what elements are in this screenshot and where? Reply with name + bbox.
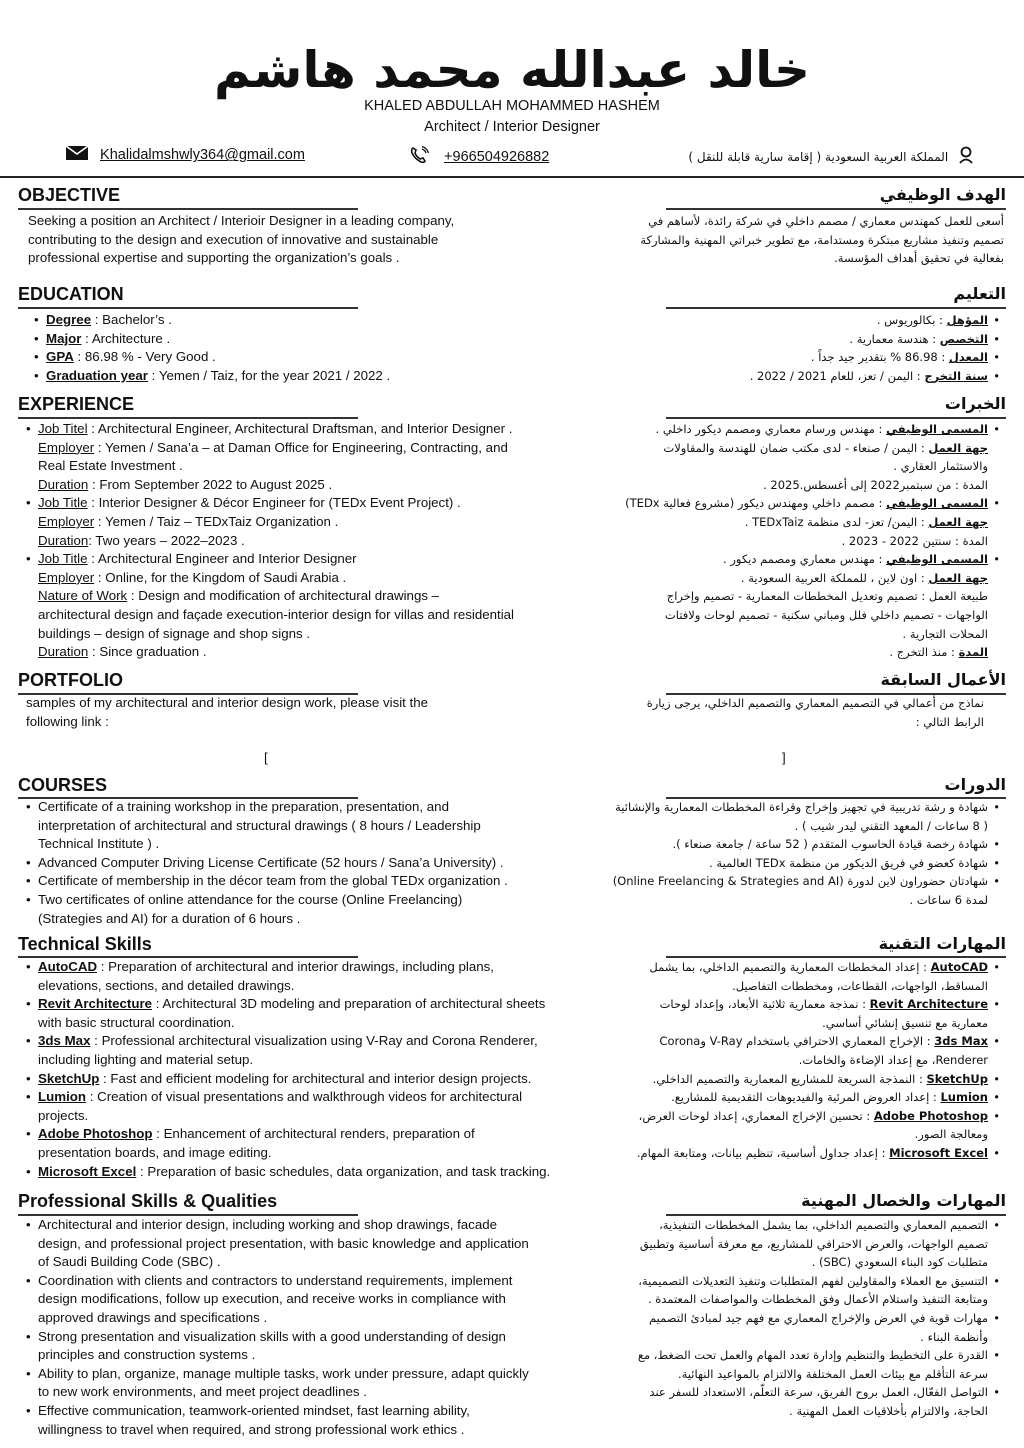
objective-rule <box>18 208 358 210</box>
item-key: AutoCAD <box>38 959 98 974</box>
item-text: : إعداد جداول أساسية، تنظيم بيانات، ومتابعة المهام. <box>636 1145 890 1160</box>
item-text: willingness to travel when required, and strong professional work ethics . <box>38 1421 465 1437</box>
list-item <box>602 606 1002 625</box>
list-item <box>24 1235 584 1254</box>
item-key: Adobe Photoshop <box>873 1108 988 1123</box>
item-text: buildings – design of signage and shop signs . <box>38 625 311 641</box>
item-text: to new work environments, and meet project deadlines . <box>38 1384 367 1400</box>
item-text: : اليمن / صنعاء - لدى مكتب ضمان للهندسة والمقاولات <box>663 440 929 455</box>
header-divider <box>0 176 1024 178</box>
courses-list <box>24 798 584 928</box>
item-text: principles and construction systems . <box>38 1347 256 1363</box>
item-text: المحلات التجارية . <box>902 626 988 641</box>
item-text: elevations, sections, and detailed drawings. <box>38 977 295 993</box>
portfolio-line-ar: نماذج من أعمالي في التصميم المعماري والتصميم الداخلي، يرجى زيارة <box>646 696 984 710</box>
item-text: : اليمن/ تعز- لدى منظمة TEDxTaiz . <box>744 514 929 529</box>
portfolio-line-ar: الرابط التالي : <box>915 714 984 729</box>
list-item <box>24 625 584 644</box>
item-text: المدة : سنتين 2022 - 2023 . <box>841 533 988 548</box>
item-text: Two certificates of online attendance for the course (Online Freelancing) <box>38 891 463 907</box>
item-key: 3ds Max <box>934 1034 988 1049</box>
list-item <box>24 1383 584 1402</box>
education-list-ar <box>602 311 1002 385</box>
item-text: شهادة كعضو في فريق الديكور من منظمة TEDx العالمية . <box>709 855 988 870</box>
item-text: : مهندس ورسام معماري ومصمم ديكور داخلي . <box>655 422 887 436</box>
list-item <box>602 1383 1002 1402</box>
portfolio-title: PORTFOLIO <box>18 670 123 690</box>
item-text: Renderer، مع إعداد الإضاءة والخامات. <box>798 1052 988 1067</box>
list-item <box>602 1032 1002 1051</box>
item-key: Revit Architecture <box>38 996 153 1012</box>
list-item <box>24 1253 584 1272</box>
item-key: Duration <box>38 532 89 548</box>
item-key: Employer <box>38 569 95 585</box>
location-text: المملكة العربية السعودية ( إقامة سارية قابلة للنقل ) <box>688 150 949 164</box>
list-item <box>24 1272 584 1291</box>
portfolio-link-ar[interactable]: ] <box>782 750 786 765</box>
list-item <box>24 1032 584 1051</box>
item-key: Job Title <box>38 495 88 511</box>
objective-rule-ar <box>666 208 1006 210</box>
item-key: جهة العمل <box>928 514 988 529</box>
item-text: التواصل الفعّال، العمل بروح الفريق، سرعة التعلّم، الاستعداد للسفر عند <box>649 1385 988 1400</box>
item-text: : منذ التخرج . <box>889 645 959 660</box>
item-text: : Architectural 3D modeling and preparation of architectural sheets <box>152 996 546 1012</box>
list-item <box>24 1051 584 1070</box>
list-item <box>602 1125 1002 1144</box>
list-item <box>24 977 584 996</box>
list-item <box>24 420 584 439</box>
item-text: : Creation of visual presentations and walkthrough videos for architectural <box>86 1089 523 1105</box>
list-item <box>602 1365 1002 1384</box>
list-item <box>602 1235 1002 1254</box>
item-text: : Preparation of architectural and interior drawings, including plans, <box>97 959 495 974</box>
item-text: design modifications, follow up execution, and receive works in compliance with <box>38 1291 506 1307</box>
job-title: Architect / Interior Designer <box>424 119 600 135</box>
item-key: Duration <box>38 476 89 492</box>
item-text: Advanced Computer Driving License Certificate (52 hours / Sana’a University) . <box>38 854 504 870</box>
name-arabic: خالد عبدالله محمد هاشم <box>214 41 810 99</box>
item-key: المسمى الوظيفي <box>886 552 988 567</box>
item-key: Lumion <box>38 1089 87 1105</box>
professional-title: Professional Skills & Qualities <box>18 1191 278 1211</box>
item-text: : Two years – 2022–2023 . <box>88 532 245 548</box>
item-text: presentation boards, and image editing. <box>38 1144 272 1160</box>
item-text: : Preparation of basic schedules, data organization, and task tracking. <box>136 1163 551 1179</box>
objective-line-ar: أسعى للعمل كمهندس معماري / مصمم داخلي في شركة رائدة، لأساهم في <box>648 214 1004 228</box>
professional-list <box>24 1216 584 1439</box>
objective-line: contributing to the design and execution of innovative and sustainable <box>28 231 439 247</box>
technical-list <box>24 958 584 1181</box>
item-key: Microsoft Excel <box>38 1163 137 1179</box>
objective-line: Seeking a position an Architect / Interioir Designer in a leading company, <box>28 213 455 228</box>
envelope-icon <box>66 146 88 165</box>
list-item <box>602 1328 1002 1347</box>
list-item <box>602 643 1002 662</box>
list-item <box>602 1290 1002 1309</box>
list-item <box>602 854 1002 873</box>
item-text: of Saudi Building Code (SBC) . <box>38 1254 221 1270</box>
list-item <box>24 1328 584 1347</box>
portfolio-line: following link : <box>26 713 109 729</box>
list-item <box>24 439 584 458</box>
item-text: المدة : من سبتمبر2022 إلى أغسطس.2025 . <box>763 477 988 492</box>
item-text: متطلبات كود البناء السعودي (SBC) . <box>811 1255 988 1270</box>
list-item <box>24 1421 584 1440</box>
item-key: AutoCAD <box>930 960 988 974</box>
list-item <box>24 1309 584 1328</box>
list-item <box>602 457 1002 476</box>
item-text: مهارات قوية في العرض والإخراج المعماري مع فهم جيد لمبادئ التصميم <box>649 1310 988 1325</box>
item-text: design, and professional project presentation, with basic knowledge and application <box>38 1235 529 1251</box>
objective-line: professional expertise and supporting the organization’s goals . <box>28 250 400 266</box>
item-text: Certificate of a training workshop in the preparation, presentation, and <box>38 799 449 814</box>
item-text: : إعداد العروض المرئية والفيديوهات التقديمية للمشاريع. <box>671 1090 941 1105</box>
list-item <box>602 532 1002 551</box>
list-item <box>24 1290 584 1309</box>
experience-rule-ar <box>666 417 1006 419</box>
objective-title-ar: الهدف الوظيفي <box>879 185 1006 204</box>
courses-title: COURSES <box>18 775 108 795</box>
list-item <box>602 625 1002 644</box>
item-text: : مصمم داخلي ومهندس ديكور (مشروع فعالية TEDx) <box>625 496 887 511</box>
list-item <box>602 1070 1002 1089</box>
item-text: Certificate of membership in the décor team from the global TEDx organization . <box>38 873 508 889</box>
list-item <box>602 1051 1002 1070</box>
item-text: شهادة رخصة قيادة الحاسوب المتقدم ( 52 ساعة / جامعة صنعاء ). <box>672 837 988 852</box>
item-key: المسمى الوظيفي <box>886 422 988 436</box>
list-item: • التخصص : هندسة معمارية . <box>602 330 1002 349</box>
experience-list <box>24 420 584 662</box>
education-list <box>32 311 592 385</box>
list-item <box>602 1144 1002 1163</box>
objective-text-ar <box>564 212 1004 268</box>
list-item <box>602 1272 1002 1291</box>
item-key: Job Title <box>38 551 88 567</box>
list-item <box>24 995 584 1014</box>
portfolio-text-ar <box>564 694 984 731</box>
list-item <box>24 1365 584 1384</box>
list-item <box>24 872 584 891</box>
list-item: • سنة التخرج : اليمن / تعز، للعام 2021 / 2022 . <box>602 367 1002 386</box>
list-item <box>24 1107 584 1126</box>
list-item <box>602 1346 1002 1365</box>
item-key: المدة <box>958 645 988 660</box>
list-item <box>602 977 1002 996</box>
list-item: • المعدل : 86.98 % بتقدير جيد جداً . <box>602 348 1002 367</box>
item-text: : Design and modification of architectural drawings – <box>127 588 440 604</box>
list-item: • المؤهل : بكالوريوس . <box>602 311 1002 330</box>
item-text: شهادتان حضوراون لاين لدورة (Online Freelancing & Strategies and AI) <box>612 874 988 889</box>
education-rule-ar <box>666 307 1006 309</box>
item-text: interpretation of architectural and structural drawings ( 8 hours / Leadership <box>38 817 481 833</box>
item-text: : اون لاين ، للمملكة العربية السعودية . <box>740 570 929 585</box>
item-text: : Yemen / Sana’a – at Daman Office for Engineering, Contracting, and <box>94 439 508 455</box>
item-text: لمدة 6 ساعات . <box>909 892 988 907</box>
portfolio-title-ar: الأعمال السابقة <box>880 670 1006 689</box>
item-text: تصميم الواجهات، والعرض الاحترافي للمشاريع، مع معرفة أساسية وتطبيق <box>639 1236 988 1251</box>
item-text: الواجهات - تصميم داخلي فلل ومباني سكنية - تصميم لوحات ولافتات <box>664 607 988 622</box>
item-text: (Strategies and AI) for a duration of 6 hours . <box>38 910 301 926</box>
email-link[interactable]: Khalidalmshwly364@gmail.com <box>100 147 305 164</box>
item-text: : Since graduation . <box>88 644 207 660</box>
item-text: الحاجة، والالتزام بأخلاقيات العمل المهنية . <box>789 1403 988 1418</box>
list-item <box>24 958 584 977</box>
list-item <box>24 513 584 532</box>
list-item <box>602 439 1002 458</box>
item-key: 3ds Max <box>38 1033 91 1049</box>
list-item <box>24 1402 584 1421</box>
location-pin-icon <box>958 146 974 169</box>
item-key: Nature of Work <box>38 588 128 604</box>
list-item <box>602 1402 1002 1421</box>
list-item <box>24 1144 584 1163</box>
list-item <box>602 494 1002 513</box>
list-item <box>24 1014 584 1033</box>
list-item <box>24 1216 584 1235</box>
item-text: سرعة التأقلم مع بيئات العمل المختلفة والالتزام بالمواعيد النهائية. <box>677 1366 988 1381</box>
item-text: شهادة و رشة تدريبية في تجهيز وإخراج وقراءة المخططات المعمارية والإنشائية <box>615 800 988 814</box>
list-item <box>602 891 1002 910</box>
phone-link[interactable]: +966504926882 <box>444 149 550 166</box>
item-text: : Architectural Engineer and Interior Designer <box>87 551 357 567</box>
list-item <box>24 643 584 662</box>
list-item <box>602 569 1002 588</box>
item-text: ومتابعة التنفيذ واستلام الأعمال وفق المخططات والمواصفات المعتمدة . <box>647 1292 988 1307</box>
item-text: ومعالجة الصور. <box>914 1127 988 1142</box>
list-item: • Graduation year : Yemen / Taiz, for the year 2021 / 2022 . <box>32 367 592 386</box>
list-item <box>602 872 1002 891</box>
item-text: including lighting and material setup. <box>38 1051 254 1067</box>
item-text: التصميم المعماري والتصميم الداخلي، بما يشمل المخططات التنفيذية، <box>659 1218 988 1232</box>
item-key: Microsoft Excel <box>889 1145 988 1160</box>
item-key: Employer <box>38 513 95 529</box>
phone-icon <box>410 146 430 169</box>
item-key: Revit Architecture <box>869 997 988 1012</box>
list-item <box>602 1014 1002 1033</box>
list-item <box>602 1253 1002 1272</box>
professional-title-ar: المهارات والخصال المهنية <box>801 1191 1006 1210</box>
list-item <box>24 817 584 836</box>
list-item <box>602 995 1002 1014</box>
item-text: : Enhancement of architectural renders, preparation of <box>152 1126 475 1142</box>
item-text: : Yemen / Taiz – TEDxTaiz Organization . <box>94 513 339 529</box>
item-text: projects. <box>38 1107 89 1123</box>
list-item <box>24 606 584 625</box>
item-text: : نمذجة معمارية ثلاثية الأبعاد، وإعداد لوحات <box>659 997 870 1012</box>
courses-title-ar: الدورات <box>944 775 1006 794</box>
phone-contact <box>410 146 549 169</box>
item-key: Duration <box>38 644 89 660</box>
education-title: EDUCATION <box>18 284 124 304</box>
item-text: : إعداد المخططات المعمارية والتصميم الداخلي، بما يشمل <box>649 960 931 974</box>
item-text: التنسيق مع العملاء والمقاولين لفهم المتطلبات وتنفيذ التعديلات التصميمية، <box>638 1273 988 1288</box>
experience-title: EXPERIENCE <box>18 394 135 414</box>
item-text: ( 8 ساعات / المعهد التقني ليدر شيب ) . <box>794 818 988 833</box>
list-item: • Degree : Bachelor’s . <box>32 311 592 330</box>
item-text: : مهندس معماري ومصمم ديكور . <box>723 552 887 567</box>
item-text: : تحسين الإخراج المعماري، إعداد لوحات العرض، <box>638 1108 874 1123</box>
item-text: طبيعة العمل : تصميم وتعديل المخططات المعمارية - تصميم وإخراج <box>666 589 988 604</box>
list-item <box>602 1309 1002 1328</box>
objective-line-ar: بفعالية في تحقيق أهداف المؤسسة. <box>834 251 1004 266</box>
experience-title-ar: الخبرات <box>944 394 1006 413</box>
item-text: : Interior Designer & Décor Engineer for (TEDx Event Project) . <box>87 495 461 511</box>
list-item <box>602 798 1002 817</box>
item-text: : Professional architectural visualization using V-Ray and Corona Renderer, <box>90 1033 538 1049</box>
item-text: with basic structural coordination. <box>38 1014 235 1030</box>
item-key: Employer <box>38 439 95 455</box>
list-item: • GPA : 86.98 % - Very Good . <box>32 348 592 367</box>
item-key: جهة العمل <box>928 570 988 585</box>
education-rule <box>18 307 358 309</box>
list-item <box>602 1107 1002 1126</box>
list-item <box>24 476 584 495</box>
list-item <box>24 587 584 606</box>
list-item <box>602 513 1002 532</box>
portfolio-line: samples of my architectural and interior design work, please visit the <box>26 695 429 710</box>
item-key: المسمى الوظيفي <box>886 496 988 511</box>
item-text: : Online, for the Kingdom of Saudi Arabia . <box>94 569 347 585</box>
list-item <box>24 1163 584 1182</box>
education-title-ar: التعليم <box>953 284 1006 303</box>
item-key: SketchUp <box>926 1071 988 1086</box>
list-item <box>602 1216 1002 1235</box>
objective-title: OBJECTIVE <box>18 185 121 205</box>
item-text: والاستثمار العقاري . <box>893 459 988 474</box>
item-text: : From September 2022 to August 2025 . <box>88 476 333 492</box>
item-text: معمارية مع تنسيق إنشائي أساسي. <box>822 1015 988 1030</box>
list-item <box>24 1070 584 1089</box>
list-item <box>24 891 584 910</box>
list-item <box>24 550 584 569</box>
objective-text <box>28 212 588 268</box>
list-item <box>24 1346 584 1365</box>
list-item: • Major : Architecture . <box>32 330 592 349</box>
list-item <box>602 958 1002 977</box>
item-text: Architectural and interior design, including working and shop drawings, facade <box>38 1217 498 1232</box>
item-text: Real Estate Investment . <box>38 458 183 474</box>
email-contact <box>66 146 305 165</box>
item-text: Coordination with clients and contractors to understand requirements, implement <box>38 1272 513 1288</box>
list-item <box>602 476 1002 495</box>
item-text: : النمذجة السريعة للمشاريع المعمارية والتصميم الداخلي. <box>652 1071 927 1086</box>
list-item <box>24 532 584 551</box>
item-text: Ability to plan, organize, manage multiple tasks, work under pressure, adapt quickly <box>38 1365 529 1381</box>
item-text: architectural design and façade execution-interior design for villas and residential <box>38 606 515 622</box>
experience-rule <box>18 417 358 419</box>
item-text: المساقط، الواجهات، القطاعات، ومخططات التفاصيل. <box>732 978 988 993</box>
list-item <box>24 494 584 513</box>
item-text: Effective communication, teamwork-oriented mindset, fast learning ability, <box>38 1402 470 1418</box>
item-key: Job Titel <box>38 421 88 436</box>
item-text: approved drawings and specifications . <box>38 1309 268 1325</box>
list-item <box>602 1088 1002 1107</box>
item-key: Lumion <box>940 1090 988 1105</box>
list-item <box>602 587 1002 606</box>
list-item <box>602 420 1002 439</box>
portfolio-link[interactable]: [ <box>264 750 268 765</box>
list-item <box>24 1125 584 1144</box>
item-key: Adobe Photoshop <box>38 1126 153 1142</box>
courses-list-ar <box>602 798 1002 910</box>
list-item <box>24 798 584 817</box>
location-contact <box>688 146 974 169</box>
portfolio-text <box>26 694 546 731</box>
list-item <box>24 835 584 854</box>
item-text: : الإخراج المعماري الاحترافي باستخدام V-Ray وCorona <box>659 1034 935 1049</box>
list-item <box>24 457 584 476</box>
technical-title-ar: المهارات التقنية <box>878 934 1006 953</box>
list-item <box>24 910 584 929</box>
item-text: وأنظمة البناء . <box>920 1329 988 1344</box>
experience-list-ar <box>602 420 1002 662</box>
technical-list-ar <box>602 958 1002 1163</box>
name-english: KHALED ABDULLAH MOHAMMED HASHEM <box>364 98 660 114</box>
item-text: القدرة على التخطيط والتنظيم وإدارة تعدد المهام والعمل تحت الضغط، مع <box>637 1348 988 1363</box>
list-item <box>24 1088 584 1107</box>
objective-line-ar: تصميم وتنفيذ مشاريع مبتكرة ومستدامة، مع تطوير خبراتي المهنية والمشاركة <box>640 232 1004 247</box>
professional-list-ar <box>602 1216 1002 1421</box>
list-item <box>602 817 1002 836</box>
item-key: جهة العمل <box>928 440 988 455</box>
item-text: Technical Institute ) . <box>38 836 160 852</box>
list-item <box>24 569 584 588</box>
item-key: SketchUp <box>38 1070 100 1086</box>
list-item <box>602 835 1002 854</box>
item-text: : Fast and efficient modeling for architectural and interior design projects. <box>99 1070 532 1086</box>
item-text: Strong presentation and visualization skills with a good understanding of design <box>38 1328 506 1344</box>
technical-title: Technical Skills <box>18 934 152 954</box>
list-item <box>24 854 584 873</box>
item-text: : Architectural Engineer, Architectural Draftsman, and Interior Designer . <box>87 421 513 436</box>
list-item <box>602 550 1002 569</box>
